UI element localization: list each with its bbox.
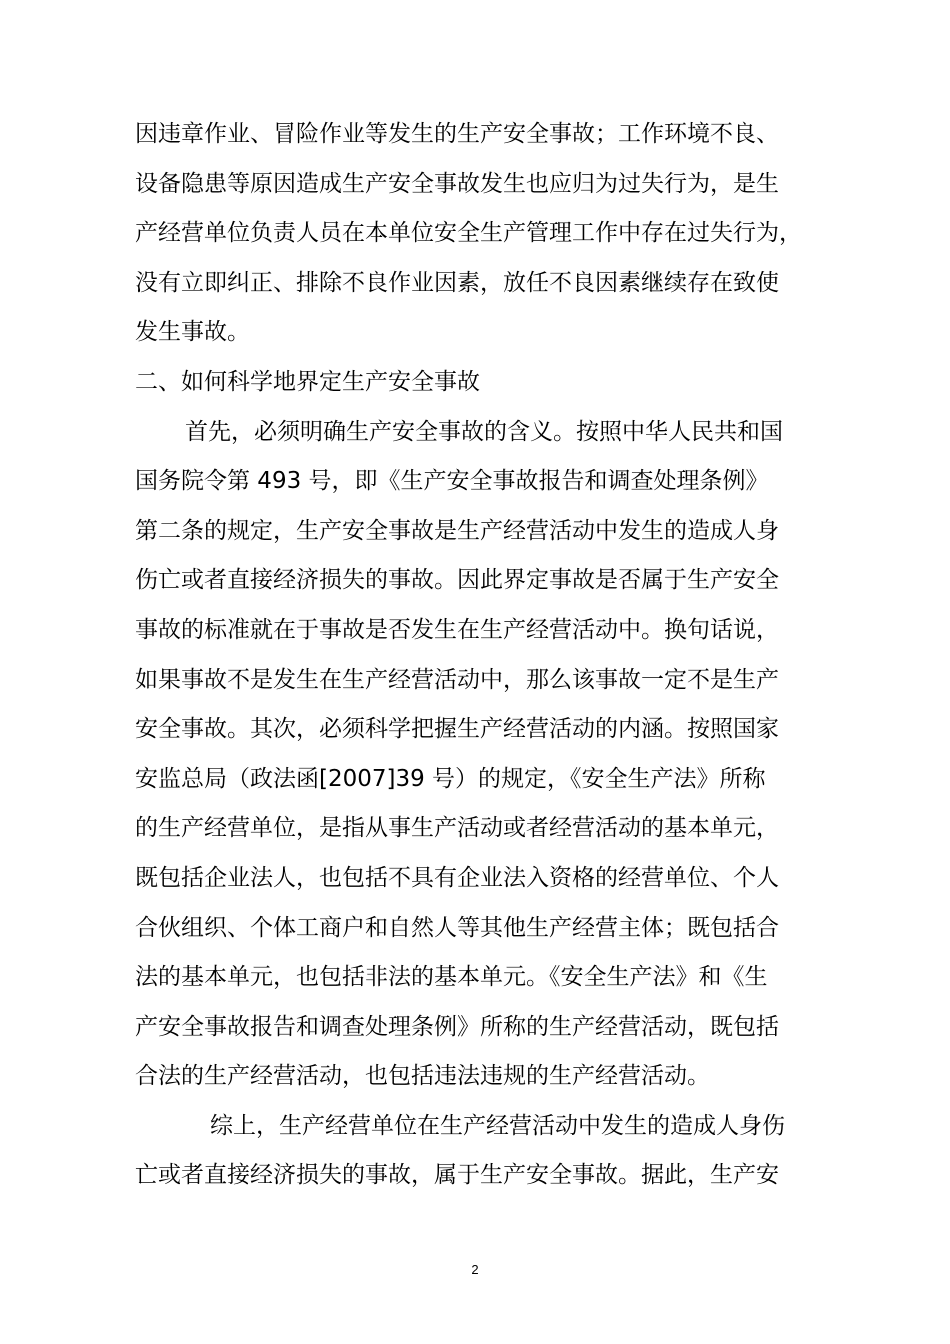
text-line: 没有立即纠正、排除不良作业因素，放任不良因素继续存在致使	[135, 269, 779, 296]
text-line: 因违章作业、冒险作业等发生的生产安全事故；工作环境不良、	[135, 121, 779, 147]
text-line: 产经营单位负责人员在本单位安全生产管理工作中存在过失行为，	[135, 220, 802, 247]
section-heading: 二、如何科学地界定生产安全事故	[135, 368, 480, 395]
text-line: 事故的标准就在于事故是否发生在生产经营活动中。换句话说，	[135, 616, 779, 643]
text-line: 既包括企业法人，也包括不具有企业法入资格的经营单位、个人	[135, 864, 779, 891]
text-line: 法的基本单元，也包括非法的基本单元。《安全生产法》和《生	[135, 964, 768, 991]
text-line: 设备隐患等原因造成生产安全事故发生也应归为过失行为，是生	[135, 170, 779, 197]
text-line: 第二条的规定，生产安全事故是生产经营活动中发生的造成人身	[135, 517, 779, 544]
page-number: 2	[471, 1262, 479, 1277]
text-line: 产安全事故报告和调查处理条例》所称的生产经营活动，既包括	[135, 1013, 779, 1040]
text-line: 的生产经营单位，是指从事生产活动或者经营活动的基本单元，	[135, 815, 779, 842]
text-line: 首先，必须明确生产安全事故的含义。按照中华人民共和国	[185, 418, 783, 445]
text-line: 安全事故。其次，必须科学把握生产经营活动的内涵。按照国家	[135, 716, 779, 743]
text-line: 合伙组织、个体工商户和自然人等其他生产经营主体；既包括合	[135, 914, 779, 941]
text-line: 国务院令第 493 号，即《生产安全事故报告和调查处理条例》	[135, 468, 769, 495]
body-text	[135, 110, 835, 1201]
text-line: 亡或者直接经济损失的事故，属于生产安全事故。据此，生产安	[135, 1162, 779, 1189]
text-line: 安监总局（政法函[2007]39 号）的规定，《安全生产法》所称	[135, 765, 766, 792]
text-line: 综上，生产经营单位在生产经营活动中发生的造成人身伤	[210, 1112, 785, 1139]
text-line: 合法的生产经营活动，也包括违法违规的生产经营活动。	[135, 1063, 710, 1090]
text-line: 伤亡或者直接经济损失的事故。因此界定事故是否属于生产安全	[135, 567, 779, 594]
text-line: 发生事故。	[135, 319, 250, 346]
text-line: 如果事故不是发生在生产经营活动中，那么该事故一定不是生产	[135, 666, 779, 693]
